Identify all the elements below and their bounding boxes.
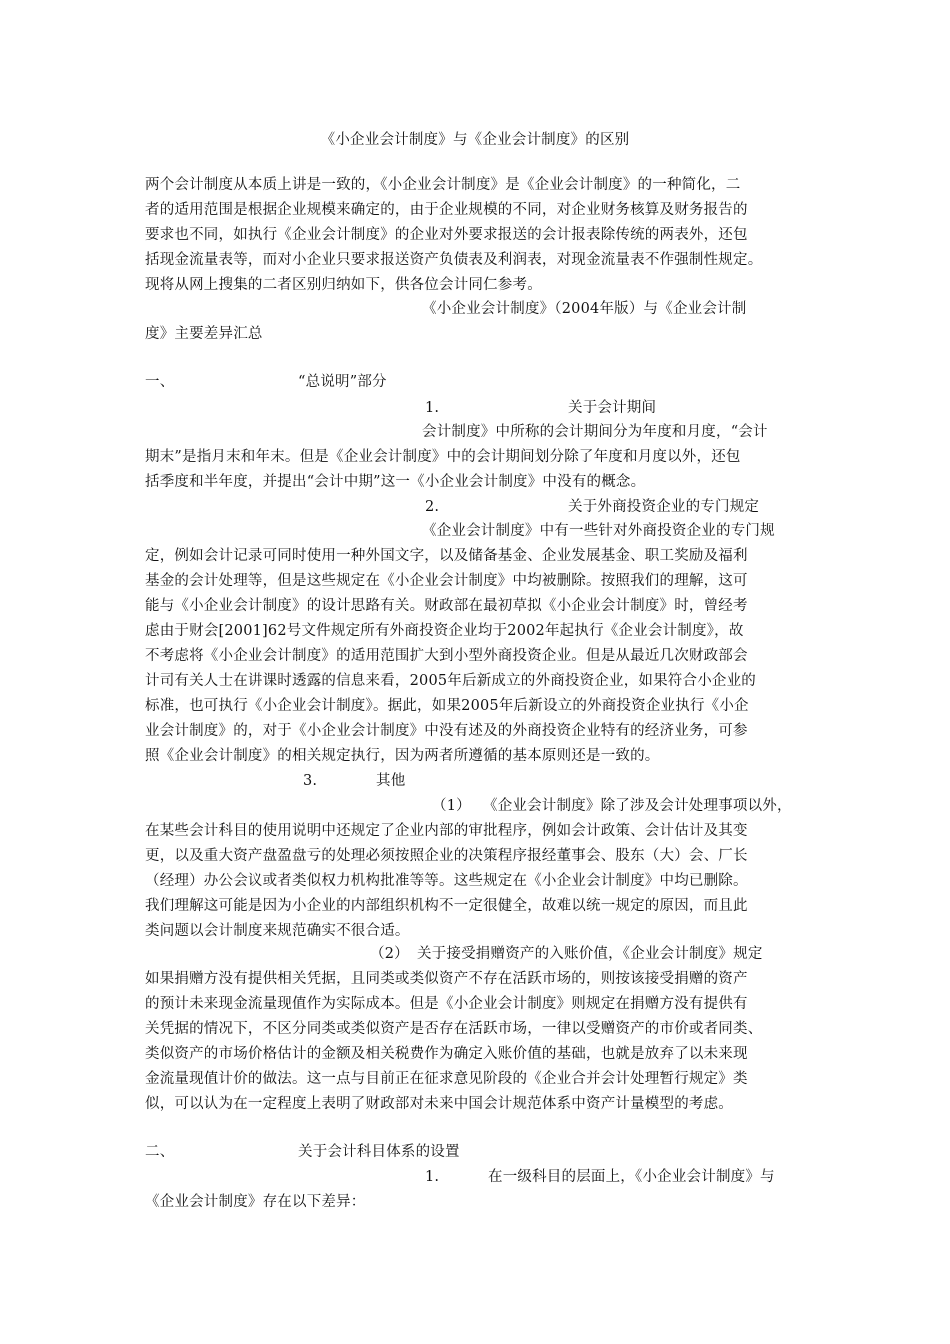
paragraph-line: 业会计制度》的，对于《小企业会计制度》中没有述及的外商投资企业特有的经济业务，可参 [145, 723, 748, 739]
document-title: 《小企业会计制度》与《企业会计制度》的区别 [320, 132, 630, 148]
paragraph-line: 《企业会计制度》存在以下差异： [145, 1194, 366, 1210]
section-2-number: 二、 [145, 1144, 175, 1160]
paragraph-line: 似，可以认为在一定程度上表明了财政部对未来中国会计规范体系中资产计量模型的考虑。 [145, 1096, 733, 1112]
subsection-1-2-number: 2. [425, 499, 440, 515]
paragraph-line: 标准，也可执行《小企业会计制度》。据此，如果2005年后新设立的外商投资企业执行《小企 [145, 698, 749, 714]
paragraph-line: 金流量现值计价的做法。这一点与目前正在征求意见阶段的《企业合并会计处理暂行规定》类 [145, 1071, 748, 1087]
paragraph-line: 如果捐赠方没有提供相关凭据，且同类或类似资产不存在活跃市场的，则按该接受捐赠的资产 [145, 971, 748, 987]
paragraph-line: 会计制度》中所称的会计期间分为年度和月度，“会计 [422, 424, 768, 440]
paragraph-line: 期末”是指月末和年末。但是《企业会计制度》中的会计期间划分除了年度和月度以外，还包 [145, 449, 741, 465]
paragraph-line: 括季度和半年度，并提出“会计中期”这一《小企业会计制度》中没有的概念。 [145, 474, 646, 490]
section-1-number: 一、 [145, 374, 175, 390]
item-2-number: （2） [370, 946, 409, 962]
intro-line: 两个会计制度从本质上讲是一致的，《小企业会计制度》是《企业会计制度》的一种简化，二 [145, 177, 741, 193]
subsection-1-3-number: 3. [303, 773, 318, 789]
paragraph-line: 我们理解这可能是因为小企业的内部组织机构不一定很健全，故难以统一规定的原因，而且此 [145, 898, 748, 914]
subsection-2-1-number: 1. [425, 1169, 440, 1185]
paragraph-line: 不考虑将《小企业会计制度》的适用范围扩大到小型外商投资企业。但是从最近几次财政部会 [145, 648, 748, 664]
paragraph-line: 虑由于财会[2001]62号文件规定所有外商投资企业均于2002年起执行《企业会计制度》，故 [145, 623, 744, 639]
paragraph-line: 能与《小企业会计制度》的设计思路有关。财政部在最初草拟《小企业会计制度》时，曾经考 [145, 598, 748, 614]
paragraph-line: 《企业会计制度》除了涉及会计处理事项以外， [483, 798, 792, 814]
intro-line: 现将从网上搜集的二者区别归纳如下，供各位会计同仁参考。 [145, 277, 542, 293]
subsection-1-1-heading: 关于会计期间 [568, 400, 657, 416]
paragraph-line: 基金的会计处理等，但是这些规定在《小企业会计制度》中均被删除。按照我们的理解，这可 [145, 573, 748, 589]
paragraph-line: 类问题以会计制度来规范确实不很合适。 [145, 923, 410, 939]
paragraph-line: 在一级科目的层面上，《小企业会计制度》与 [488, 1169, 775, 1185]
summary-title: 《小企业会计制度》（2004年版）与《企业会计制 [422, 301, 747, 317]
paragraph-line: 更，以及重大资产盘盈盘亏的处理必须按照企业的决策程序报经董事会、股东（大）会、厂长 [145, 848, 748, 864]
paragraph-line: （经理）办公会议或者类似权力机构批准等等。这些规定在《小企业会计制度》中均已删除。 [145, 873, 748, 889]
subsection-1-2-heading: 关于外商投资企业的专门规定 [568, 499, 760, 515]
summary-title-cont: 度》主要差异汇总 [145, 326, 263, 342]
intro-line: 者的适用范围是根据企业规模来确定的，由于企业规模的不同，对企业财务核算及财务报告的 [145, 202, 748, 218]
section-1-heading: “总说明”部分 [298, 374, 387, 390]
paragraph-line: 类似资产的市场价格估计的金额及相关税费作为确定入账价值的基础，也就是放弃了以未来现 [145, 1046, 748, 1062]
paragraph-line: 关凭据的情况下，不区分同类或类似资产是否存在活跃市场，一律以受赠资产的市价或者同类、 [145, 1021, 763, 1037]
intro-line: 要求也不同，如执行《企业会计制度》的企业对外要求报送的会计报表除传统的两表外，还包 [145, 227, 748, 243]
paragraph-line: 照《企业会计制度》的相关规定执行，因为两者所遵循的基本原则还是一致的。 [145, 748, 660, 764]
section-2-heading: 关于会计科目体系的设置 [298, 1144, 460, 1160]
subsection-1-1-number: 1. [425, 400, 440, 416]
subsection-1-3-heading: 其他 [376, 773, 406, 789]
intro-line: 括现金流量表等，而对小企业只要求报送资产负债表及利润表，对现金流量表不作强制性规定。 [145, 252, 763, 268]
paragraph-line: 的预计未来现金流量现值作为实际成本。但是《小企业会计制度》则规定在捐赠方没有提供有 [145, 996, 748, 1012]
item-1-number: （1） [432, 798, 471, 814]
paragraph-line: 《企业会计制度》中有一些针对外商投资企业的专门规 [422, 523, 775, 539]
paragraph-line: 关于接受捐赠资产的入账价值，《企业会计制度》规定 [417, 946, 763, 962]
paragraph-line: 计司有关人士在讲课时透露的信息来看，2005年后新成立的外商投资企业，如果符合小企业的 [145, 673, 756, 689]
paragraph-line: 在某些会计科目的使用说明中还规定了企业内部的审批程序，例如会计政策、会计估计及其变 [145, 823, 748, 839]
paragraph-line: 定，例如会计记录可同时使用一种外国文字，以及储备基金、企业发展基金、职工奖励及福利 [145, 548, 748, 564]
